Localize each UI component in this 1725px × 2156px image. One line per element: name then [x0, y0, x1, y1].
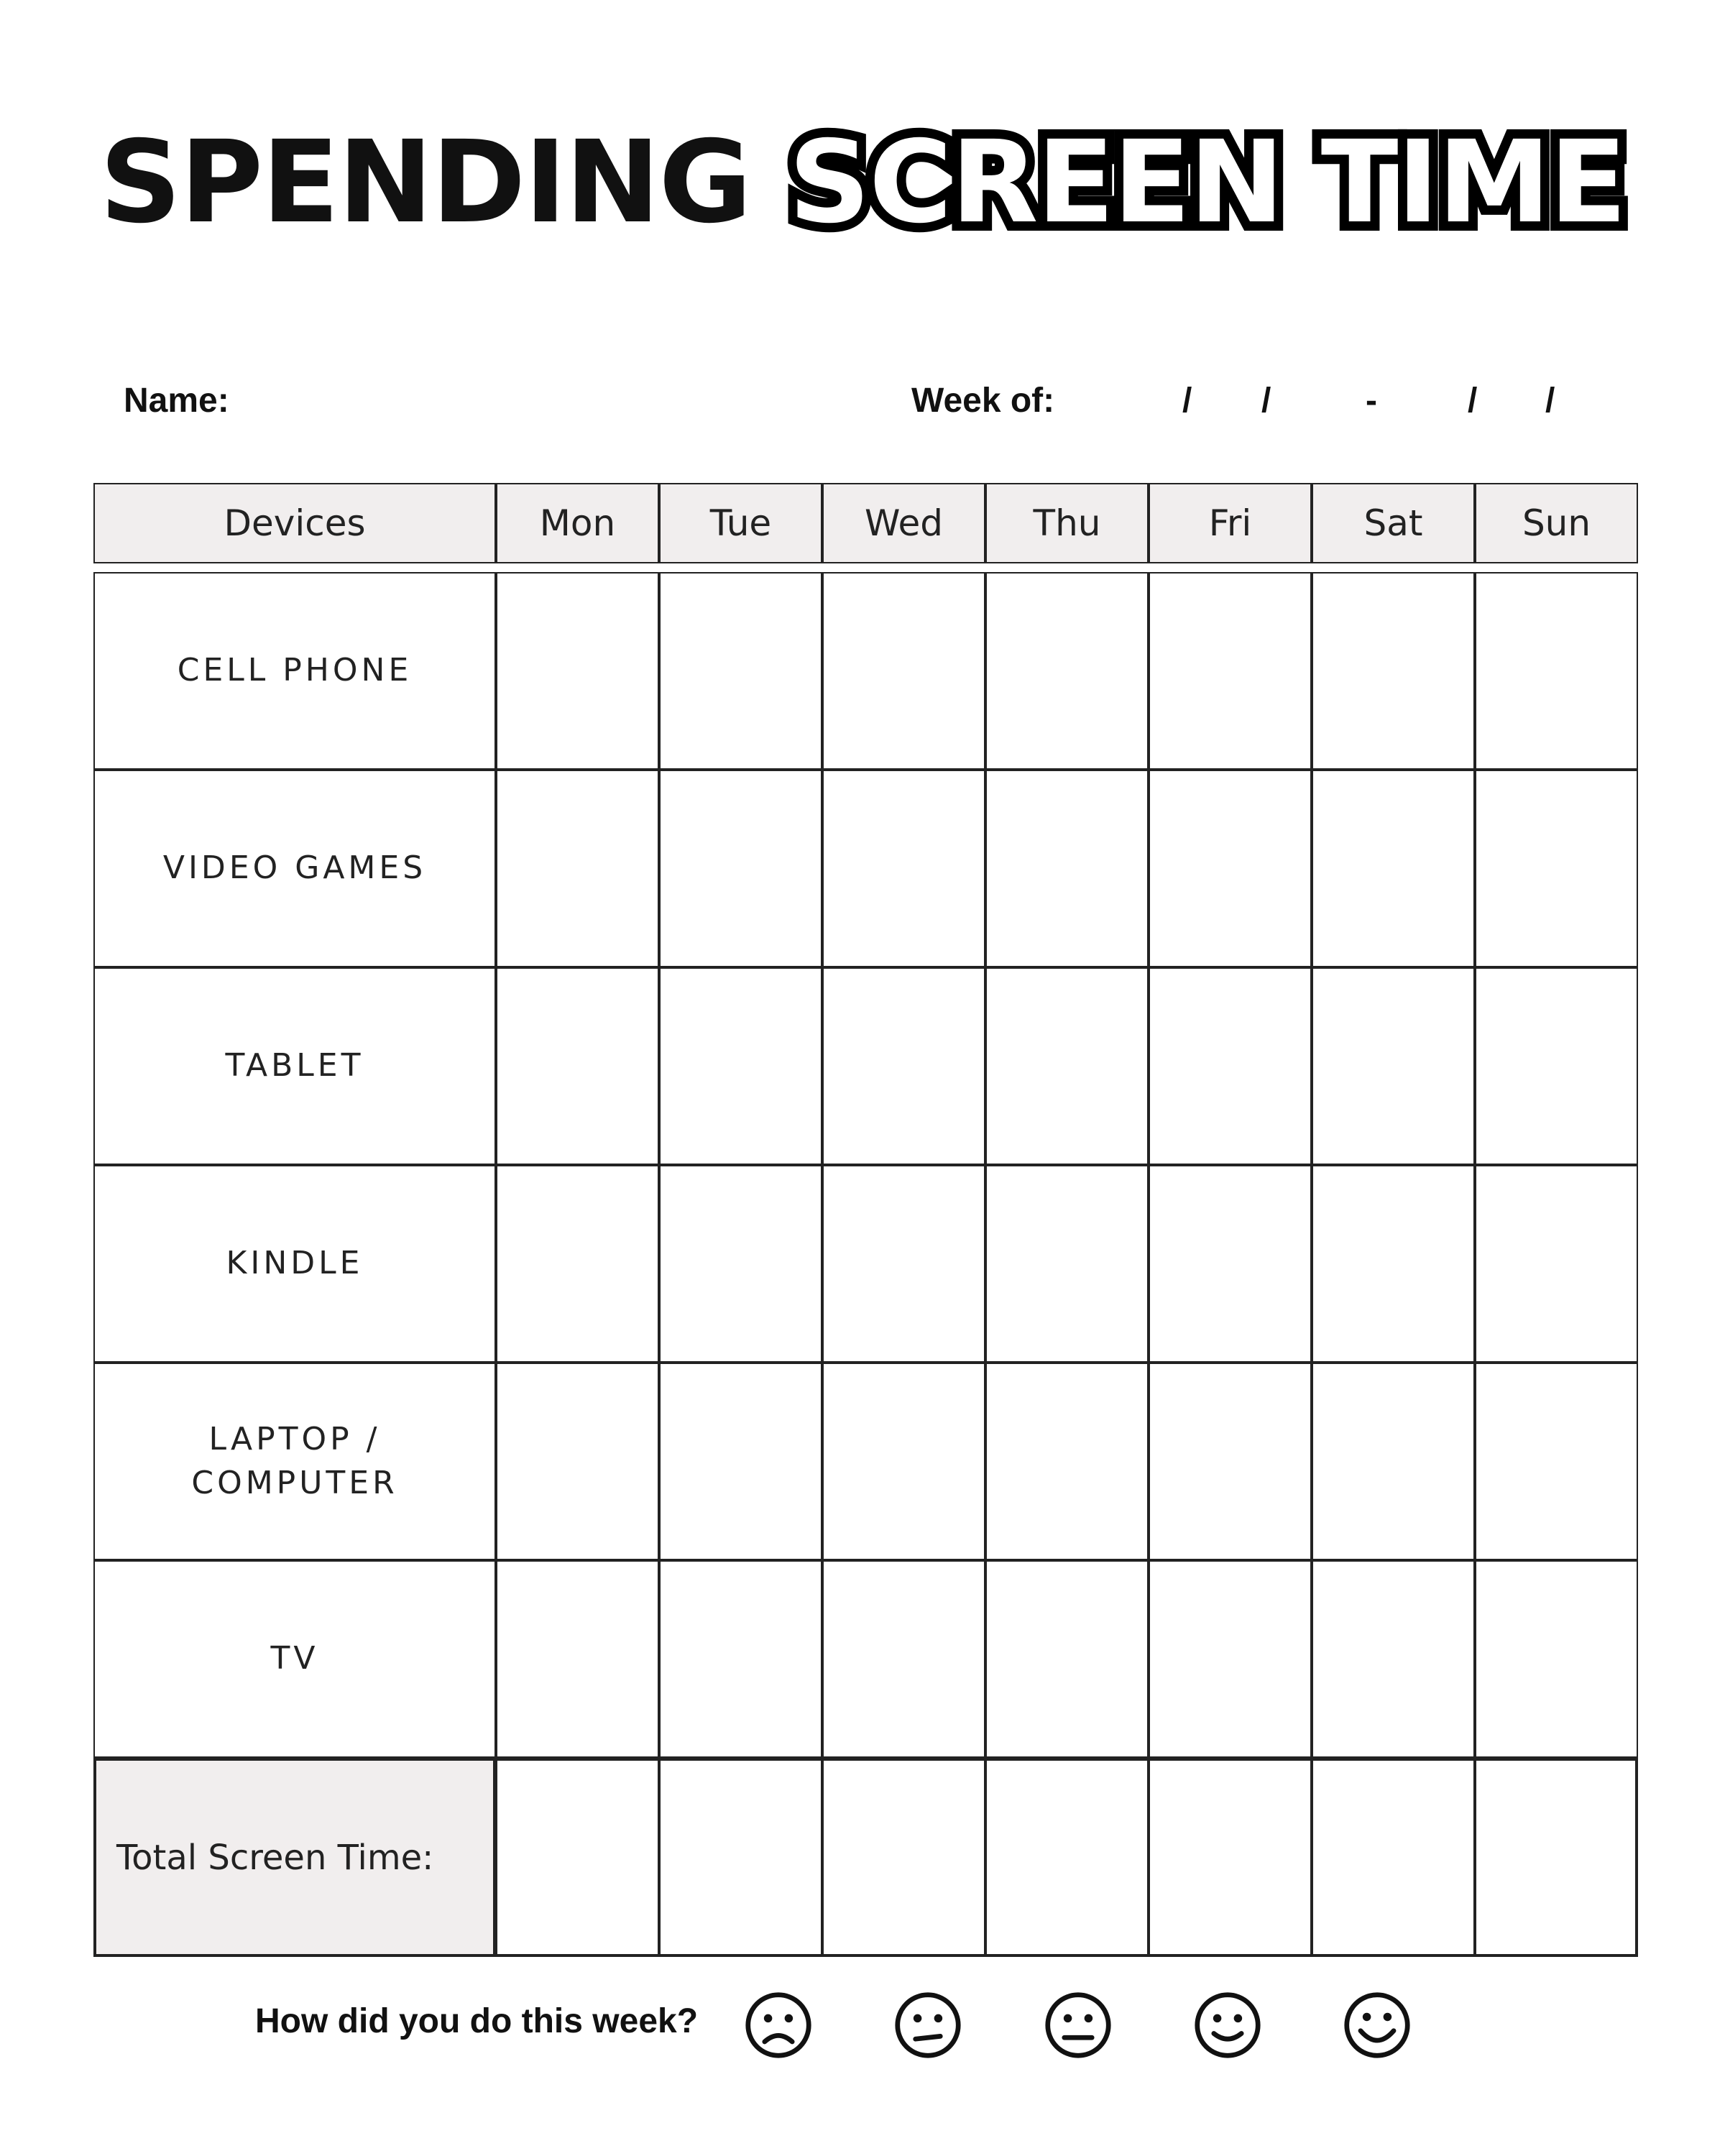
time-entry-cell[interactable]: [985, 967, 1149, 1165]
time-entry-cell[interactable]: [496, 1560, 659, 1758]
sad-face-icon[interactable]: [744, 1991, 813, 2060]
total-entry-cell[interactable]: [985, 1758, 1149, 1957]
day-header-sun: Sun: [1475, 483, 1638, 563]
time-entry-cell[interactable]: [496, 572, 659, 770]
total-entry-cell[interactable]: [1149, 1758, 1312, 1957]
time-entry-cell[interactable]: [822, 1363, 985, 1560]
time-entry-cell[interactable]: [659, 1165, 822, 1363]
day-header-thu: Thu: [985, 483, 1149, 563]
day-header-tue: Tue: [659, 483, 822, 563]
total-entry-cell[interactable]: [1312, 1758, 1475, 1957]
time-entry-cell[interactable]: [659, 572, 822, 770]
title-dotted: SCREEN TIME: [788, 116, 1626, 249]
time-entry-cell[interactable]: [659, 967, 822, 1165]
time-entry-cell[interactable]: [1149, 1560, 1312, 1758]
time-entry-cell[interactable]: [496, 1165, 659, 1363]
total-entry-cell[interactable]: [822, 1758, 985, 1957]
time-entry-cell[interactable]: [659, 1560, 822, 1758]
time-entry-cell[interactable]: [822, 770, 985, 967]
time-entry-cell[interactable]: [1475, 1363, 1638, 1560]
time-entry-cell[interactable]: [1312, 572, 1475, 770]
day-header-wed: Wed: [822, 483, 985, 563]
time-entry-cell[interactable]: [1312, 770, 1475, 967]
total-screen-time-label: Total Screen Time:: [93, 1758, 496, 1957]
page-title: [0, 116, 1725, 249]
total-entry-cell[interactable]: [1475, 1758, 1638, 1957]
time-entry-cell[interactable]: [496, 770, 659, 967]
time-entry-cell[interactable]: [985, 770, 1149, 967]
time-entry-cell[interactable]: [822, 1560, 985, 1758]
time-entry-cell[interactable]: [1149, 572, 1312, 770]
total-entry-cell[interactable]: [659, 1758, 822, 1957]
date-separator: /: [1468, 382, 1478, 420]
device-label: VIDEO GAMES: [93, 770, 496, 967]
day-header-mon: Mon: [496, 483, 659, 563]
neutral-face-icon[interactable]: [1044, 1991, 1113, 2060]
time-entry-cell[interactable]: [822, 967, 985, 1165]
day-header-fri: Fri: [1149, 483, 1312, 563]
time-entry-cell[interactable]: [659, 1363, 822, 1560]
time-entry-cell[interactable]: [659, 770, 822, 967]
time-entry-cell[interactable]: [1475, 1165, 1638, 1363]
date-separator: /: [1545, 382, 1555, 420]
time-entry-cell[interactable]: [1312, 967, 1475, 1165]
title-solid: SPENDING: [99, 116, 751, 249]
weekly-reflection-question: How did you do this week?: [255, 2002, 699, 2040]
time-entry-cell[interactable]: [1149, 1363, 1312, 1560]
date-separator: /: [1261, 382, 1271, 420]
time-entry-cell[interactable]: [985, 1560, 1149, 1758]
time-entry-cell[interactable]: [1475, 1560, 1638, 1758]
day-header-sat: Sat: [1312, 483, 1475, 563]
device-label: LAPTOP / COMPUTER: [93, 1363, 496, 1560]
happy-face-icon[interactable]: [1343, 1991, 1412, 2060]
screen-time-table: [93, 483, 1637, 1956]
device-label: TV: [93, 1560, 496, 1758]
device-label: CELL PHONE: [93, 572, 496, 770]
time-entry-cell[interactable]: [1149, 967, 1312, 1165]
time-entry-cell[interactable]: [1475, 967, 1638, 1165]
date-separator: -: [1366, 382, 1377, 420]
time-entry-cell[interactable]: [822, 1165, 985, 1363]
confused-face-icon[interactable]: [893, 1991, 962, 2060]
time-entry-cell[interactable]: [496, 1363, 659, 1560]
time-entry-cell[interactable]: [1312, 1363, 1475, 1560]
week-of-label: Week of:: [911, 382, 1055, 420]
time-entry-cell[interactable]: [1475, 572, 1638, 770]
time-entry-cell[interactable]: [1149, 1165, 1312, 1363]
time-entry-cell[interactable]: [985, 1363, 1149, 1560]
time-entry-cell[interactable]: [1475, 770, 1638, 967]
device-label: KINDLE: [93, 1165, 496, 1363]
smile-face-icon[interactable]: [1193, 1991, 1262, 2060]
time-entry-cell[interactable]: [985, 572, 1149, 770]
time-entry-cell[interactable]: [1312, 1165, 1475, 1363]
time-entry-cell[interactable]: [1149, 770, 1312, 967]
time-entry-cell[interactable]: [985, 1165, 1149, 1363]
time-entry-cell[interactable]: [496, 967, 659, 1165]
time-entry-cell[interactable]: [822, 572, 985, 770]
name-label: Name:: [124, 382, 229, 420]
time-entry-cell[interactable]: [1312, 1560, 1475, 1758]
total-entry-cell[interactable]: [496, 1758, 659, 1957]
date-separator: /: [1182, 382, 1192, 420]
device-label: TABLET: [93, 967, 496, 1165]
devices-header: Devices: [93, 483, 496, 563]
